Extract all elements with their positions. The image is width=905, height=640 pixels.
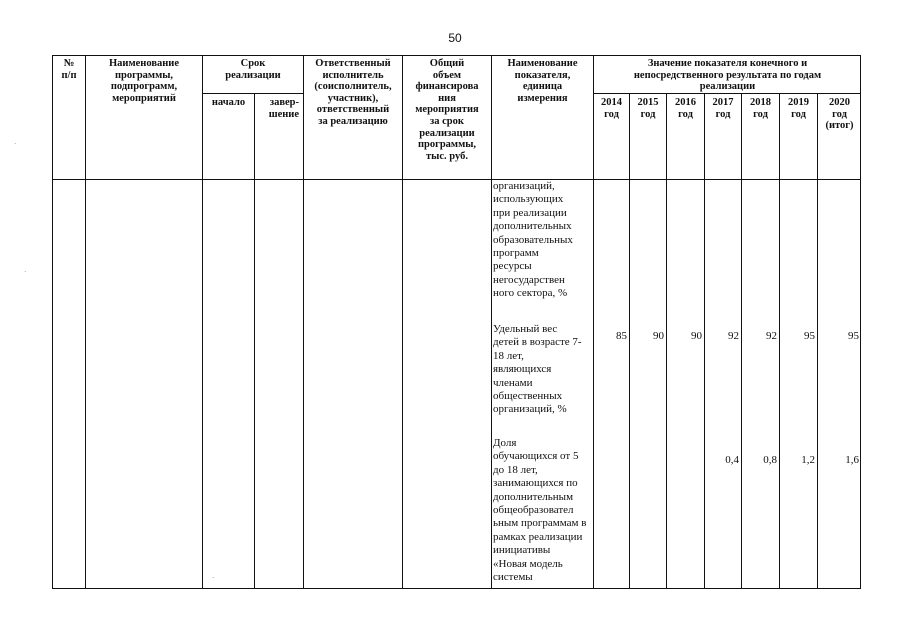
header-year-2019: 2019 год xyxy=(788,97,809,120)
header-financing: Общий объем финансирова ния мероприятия за срок реализации программы, тыс. руб. xyxy=(415,58,479,162)
scan-speck: · xyxy=(212,574,215,582)
header-year-2018: 2018 год xyxy=(750,97,771,120)
header-period: Срок реализации xyxy=(225,58,281,81)
header-year-2015: 2015 год xyxy=(637,97,659,120)
header-program-name: Наименование программы, подпрограмм, мероприятий xyxy=(109,58,179,104)
value-2017: 92 xyxy=(728,330,739,342)
page-number: 50 xyxy=(448,31,462,45)
indicator-text: Удельный вес детей в возрасте 7- 18 лет, являющихся членами общественных организаций, % xyxy=(493,323,582,416)
value-2018: 92 xyxy=(766,330,777,342)
header-number: № п/п xyxy=(61,58,77,81)
header-indicator: Наименование показателя, единица измерения xyxy=(507,58,578,104)
value-2017: 0,4 xyxy=(725,454,739,466)
scan-speck: · xyxy=(24,268,27,276)
scan-speck: · xyxy=(14,140,17,148)
value-2020: 1,6 xyxy=(845,454,859,466)
header-year-2016: 2016 год xyxy=(675,97,696,120)
value-2016: 90 xyxy=(691,330,702,342)
value-2019: 95 xyxy=(804,330,815,342)
header-end: завер- шение xyxy=(268,97,299,120)
header-year-2020: 2020 год (итог) xyxy=(825,97,854,132)
value-2018: 0,8 xyxy=(763,454,777,466)
header-responsible: Ответственный исполнитель (соисполнитель, участник), ответственный за реализацию xyxy=(314,58,392,127)
header-values: Значение показателя конечного и непосредственного результата по годам реализации xyxy=(633,58,822,93)
header-year-2017: 2017 год xyxy=(712,97,734,120)
indicator-text: Доля обучающихся от 5 до 18 лет, занимающихся по дополнительным общеобразовател ьным программам в рамках реализации инициативы «Новая модель системы xyxy=(493,437,587,584)
header-start: начало xyxy=(211,97,246,108)
indicator-table xyxy=(52,55,861,589)
value-2019: 1,2 xyxy=(801,454,815,466)
value-2015: 90 xyxy=(653,330,664,342)
value-2014: 85 xyxy=(616,330,627,342)
indicator-text: организаций, использующих при реализации дополнительных образовательных программ ресурсы негосударствен ного сектора, % xyxy=(493,180,573,300)
header-year-2014: 2014 год xyxy=(601,97,622,120)
value-2020: 95 xyxy=(848,330,859,342)
